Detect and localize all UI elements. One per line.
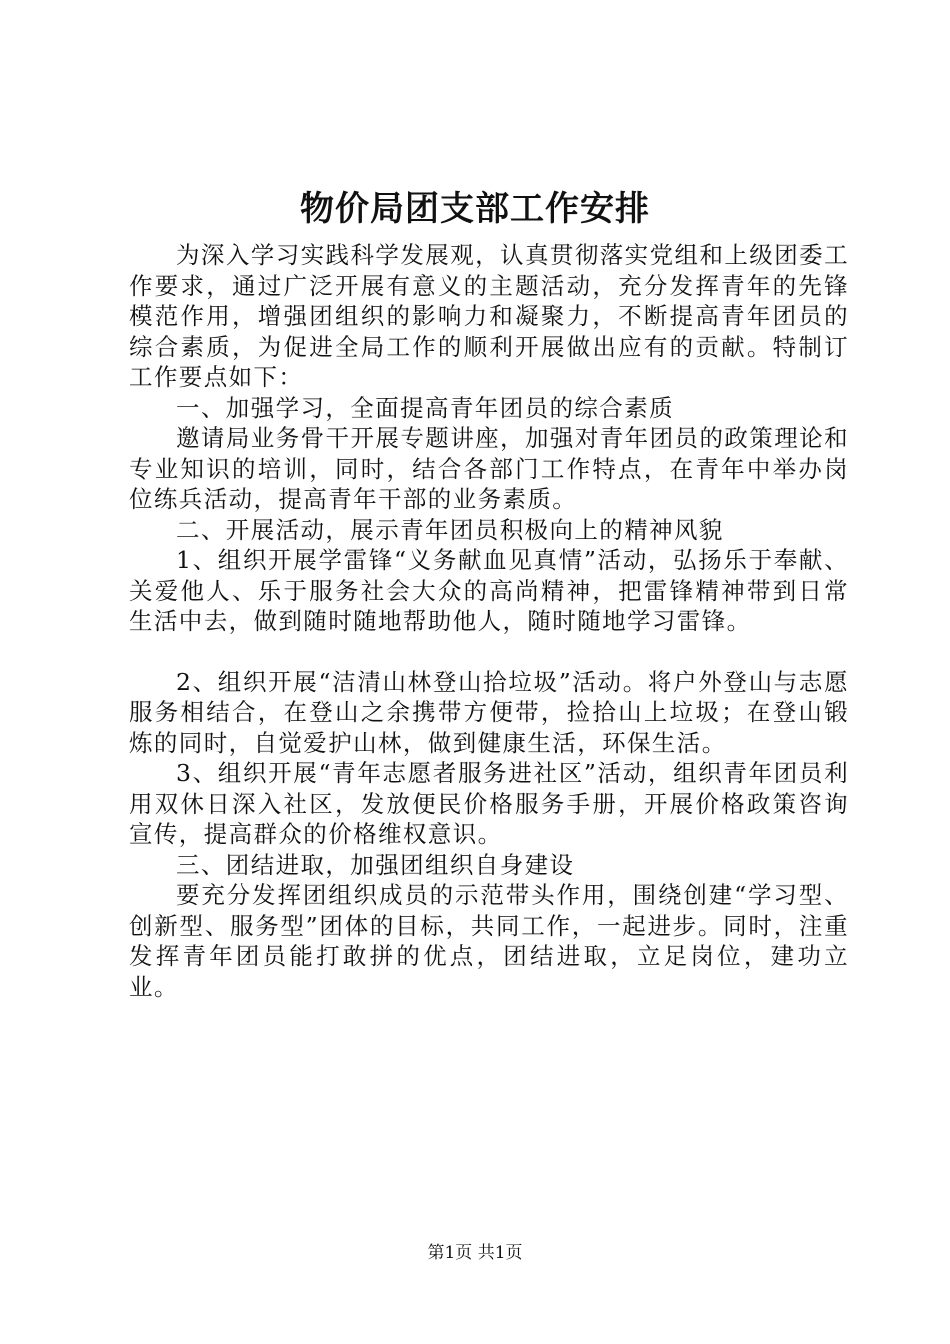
intro-paragraph: 为深入学习实践科学发展观，认真贯彻落实党组和上级团委工作要求，通过广泛开展有意义的主题活动，充分发挥青年的先锋模范作用，增强团组织的影响力和凝聚力，不断提高青年团员的综合素质，为促进全局工作的顺利开展做出应有的贡献。特制订工作要点如下： (129, 241, 849, 391)
activity-1-paragraph: 1、组织开展学雷锋“义务献血见真情”活动，弘扬乐于奉献、关爱他人、乐于服务社会大众的高尚精神，把雷锋精神带到日常生活中去，做到随时随地帮助他人，随时随地学习雷锋。 (129, 546, 849, 635)
section-heading-1: 一、加强学习，全面提高青年团员的综合素质 (176, 393, 674, 422)
section-heading-3: 三、团结进取，加强团组织自身建设 (176, 850, 575, 879)
activity-3-paragraph: 3、组织开展“青年志愿者服务进社区”活动，组织青年团员利用双休日深入社区，发放便民价格服务手册，开展价格政策咨询宣传，提高群众的价格维权意识。 (129, 759, 849, 848)
activity-2-paragraph: 2、组织开展“洁清山林登山拾垃圾”活动。将户外登山与志愿服务相结合，在登山之余携带方便带，捡拾山上垃圾；在登山锻炼的同时，自觉爱护山林，做到健康生活，环保生活。 (129, 667, 849, 757)
section-3-paragraph: 要充分发挥团组织成员的示范带头作用，围绕创建“学习型、创新型、服务型”团体的目标，共同工作，一起进步。同时，注重发挥青年团员能打敢拼的优点，团结进取，立足岗位，建功立业。 (129, 881, 849, 1001)
document-body (129, 240, 849, 1002)
section-heading-2: 二、开展活动，展示青年团员积极向上的精神风貌 (176, 515, 724, 544)
document-title: 物价局团支部工作安排 (300, 189, 650, 229)
section-1-paragraph: 邀请局业务骨干开展专题讲座，加强对青年团员的政策理论和专业知识的培训，同时，结合各部门工作特点，在青年中举办岗位练兵活动，提高青年干部的业务素质。 (129, 424, 849, 513)
page-footer: 第1页 共1页 (427, 1243, 523, 1263)
